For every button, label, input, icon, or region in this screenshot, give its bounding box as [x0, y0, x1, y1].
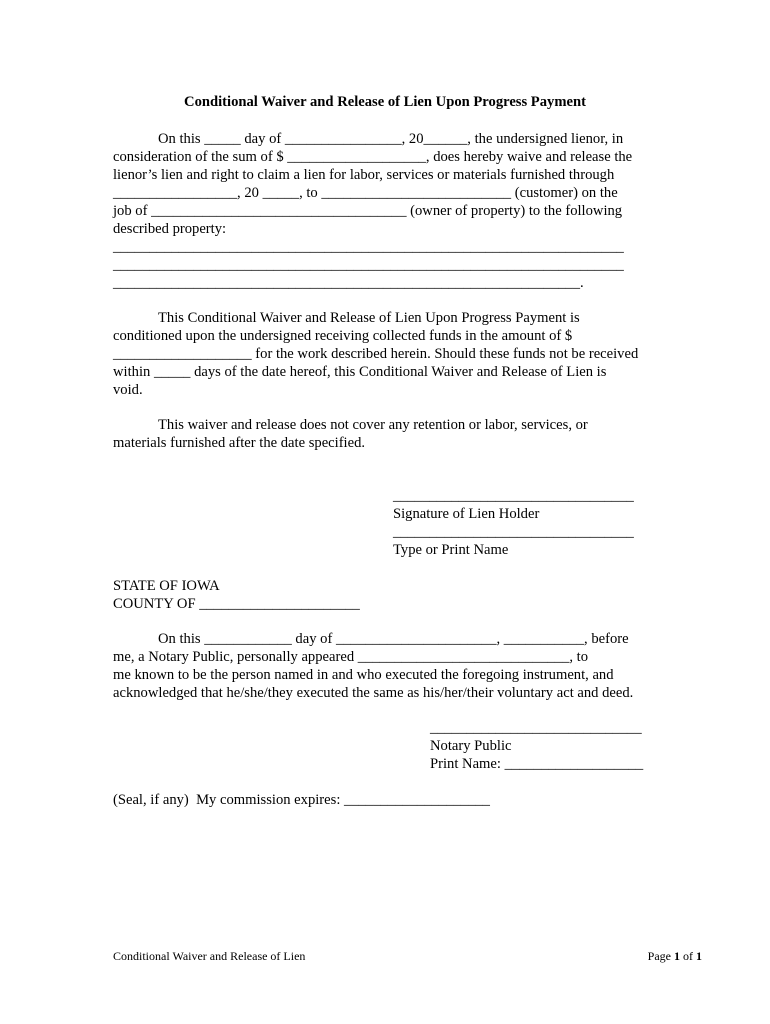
paragraph1-line-5: job of ___________________________________ (owner of property) to the following [113, 203, 623, 219]
page-prefix: Page [647, 949, 674, 963]
notary-paragraph-line-3: me known to be the person named in and who executed the foregoing instrument, and [113, 667, 614, 683]
paragraph3-line-2: materials furnished after the date specified. [113, 435, 366, 451]
state-heading: STATE OF IOWA [113, 578, 220, 594]
property-line-1: ______________________________________________________________________ [113, 239, 624, 255]
notary-print-name: Print Name: ___________________ [430, 756, 644, 772]
paragraph2-line-1: This Conditional Waiver and Release of Lien Upon Progress Payment is [158, 310, 580, 326]
property-line-3: ________________________________________________________________. [113, 275, 584, 291]
notary-paragraph-line-1: On this ____________ day of ______________________, ___________, before [158, 631, 629, 647]
paragraph2-line-5: void. [113, 382, 143, 398]
print-name-label: Type or Print Name [393, 542, 509, 558]
document-title: Conditional Waiver and Release of Lien Upon Progress Payment [184, 94, 586, 110]
property-line-2: ______________________________________________________________________ [113, 257, 624, 273]
county-heading: COUNTY OF ______________________ [113, 596, 360, 612]
footer-title: Conditional Waiver and Release of Lien [113, 949, 306, 963]
paragraph1-line-2: consideration of the sum of $ ___________________, does hereby waive and release the [113, 149, 633, 165]
seal-commission-line: (Seal, if any) My commission expires: ____________________ [113, 792, 490, 808]
notary-paragraph-line-4: acknowledged that he/she/they executed the same as his/her/their voluntary act and deed. [113, 685, 634, 701]
paragraph2-line-2: conditioned upon the undersigned receiving collected funds in the amount of $ [113, 328, 573, 344]
page-total: 1 [696, 949, 702, 963]
paragraph1-line-6: described property: [113, 221, 227, 237]
signature-label: Signature of Lien Holder [393, 506, 540, 522]
paragraph2-line-4: within _____ days of the date hereof, this Conditional Waiver and Release of Lien is [113, 364, 607, 380]
paragraph1-line-1: On this _____ day of ________________, 20______, the undersigned lienor, in [158, 131, 624, 147]
print-name-line: _________________________________ [393, 524, 634, 540]
notary-signature-line: _____________________________ [430, 720, 642, 736]
paragraph2-line-3: ___________________ for the work described herein. Should these funds not be received [113, 346, 639, 362]
notary-public-label: Notary Public [430, 738, 512, 754]
paragraph1-line-3: lienor’s lien and right to claim a lien for labor, services or materials furnished through [113, 167, 615, 183]
paragraph3-line-1: This waiver and release does not cover any retention or labor, services, or [158, 417, 588, 433]
paragraph1-line-4: _________________, 20 _____, to __________________________ (customer) on the [113, 185, 618, 201]
footer-page-number [648, 949, 702, 964]
page-current: 1 [674, 949, 680, 963]
signature-line: _________________________________ [393, 488, 634, 504]
page-of: of [680, 949, 696, 963]
notary-paragraph-line-2: me, a Notary Public, personally appeared _____________________________, to [113, 649, 589, 665]
